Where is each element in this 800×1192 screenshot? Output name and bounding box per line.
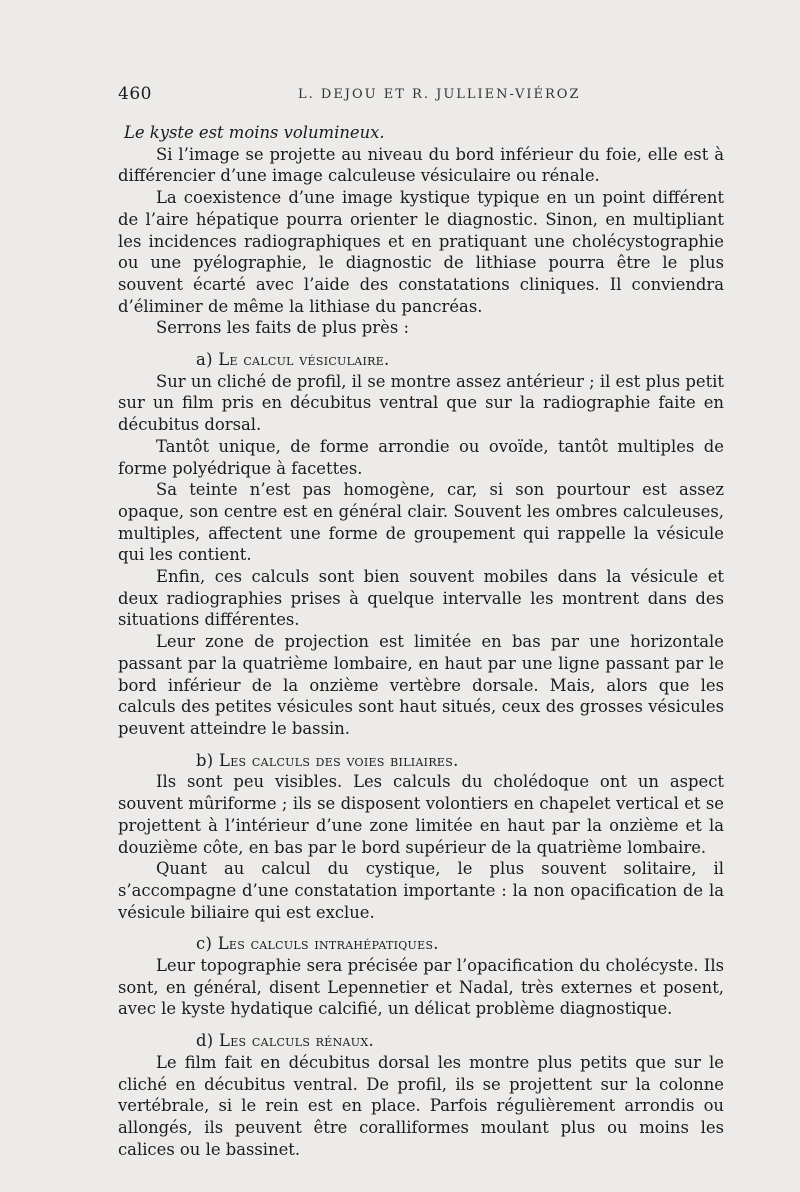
paragraph: Serrons les faits de plus près : bbox=[156, 318, 409, 338]
paragraph: Quant au calcul du cystique, le plus souvent solitaire, il s’accompagne d’une constatation importante : la non opacification de la vésicule biliaire qui est exclue. bbox=[118, 859, 724, 922]
section-title: Les calculs rénaux. bbox=[219, 1031, 374, 1051]
section-letter: c) bbox=[196, 934, 213, 954]
paragraph: Leur topographie sera précisée par l’opacification du cholécyste. Ils sont, en général, disent Lepennetier et Nadal, très externes et posent, avec le kyste hydatique calcifié, un délicat problème diagnostique. bbox=[118, 956, 724, 1019]
paragraph: La coexistence d’une image kystique typique en un point différent de l’aire hépatique pourra orienter le diagnostic. Sinon, en multipliant les incidences radiographiques et en pratiquant une cholécystographie ou une pyélographie, le diagnostic de lithiase pourra être le plus souvent écarté avec l’aide des constatations cliniques. Il conviendra d’éliminer de même la lithiase du pancréas. bbox=[118, 188, 724, 316]
section-title: Le calcul vésiculaire. bbox=[218, 350, 390, 370]
paragraph: Enfin, ces calculs sont bien souvent mobiles dans la vésicule et deux radiographies prises à quelque intervalle les montrent dans des situations différentes. bbox=[118, 567, 724, 630]
section-letter: a) bbox=[196, 350, 213, 370]
section-heading-d bbox=[118, 1030, 724, 1052]
paragraph: Tantôt unique, de forme arrondie ou ovoïde, tantôt multiples de forme polyédrique à facettes. bbox=[118, 436, 724, 478]
section-title: Les calculs intrahépatiques. bbox=[217, 934, 439, 954]
page-number: 460 bbox=[118, 84, 152, 104]
paragraph: Sur un cliché de profil, il se montre assez antérieur ; il est plus petit sur un film pris en décubitus ventral que sur la radiographie faite en décubitus dorsal. bbox=[118, 371, 724, 435]
paragraph: Leur zone de projection est limitée en bas par une horizontale passant par la quatrième lombaire, en haut par une ligne passant par le bord inférieur de la onzième vertèbre dorsale. Mais, alors que les calculs des petites vésicules sont haut situés, ceux des grosses vésicules peuvent atteindre le bassin. bbox=[118, 632, 724, 738]
section-letter: b) bbox=[196, 750, 214, 770]
paragraph: Ils sont peu visibles. Les calculs du cholédoque ont un aspect souvent mûriforme ; ils se disposent volontiers en chapelet vertical et se projettent à l’intérieur d’une zone limitée en haut par la onzième et la douzième côte, en bas par le bord supérieur de la quatrième lombaire. bbox=[118, 772, 724, 857]
paragraph: Si l’image se projette au niveau du bord inférieur du foie, elle est à différencier d’une image calculeuse vésiculaire ou rénale. bbox=[118, 144, 724, 186]
lead-line: Le kyste est moins volumineux. bbox=[124, 123, 385, 142]
section-heading-c bbox=[118, 933, 724, 955]
page-header bbox=[118, 84, 724, 106]
section-heading-b bbox=[118, 750, 724, 772]
section-title: Les calculs des voies biliaires. bbox=[219, 750, 459, 770]
body-text bbox=[118, 122, 724, 1160]
section-heading-a bbox=[118, 349, 724, 371]
section-letter: d) bbox=[196, 1031, 214, 1051]
paragraph: Le film fait en décubitus dorsal les montre plus petits que sur le cliché en décubitus ventral. De profil, ils se projettent sur la colonne vertébrale, si le rein est en place. Parfois régulièrement arrondis ou allongés, ils peuvent être coralliformes moulant plus ou moins les calices ou le bassinet. bbox=[118, 1052, 724, 1159]
running-head: L. DEJOU ET R. JULLIEN-VIÉROZ bbox=[298, 87, 581, 102]
paragraph: Sa teinte n’est pas homogène, car, si son pourtour est assez opaque, son centre est en général clair. Souvent les ombres calculeuses, multiples, affectent une forme de groupement qui rappelle la vésicule qui les contient. bbox=[118, 480, 724, 565]
